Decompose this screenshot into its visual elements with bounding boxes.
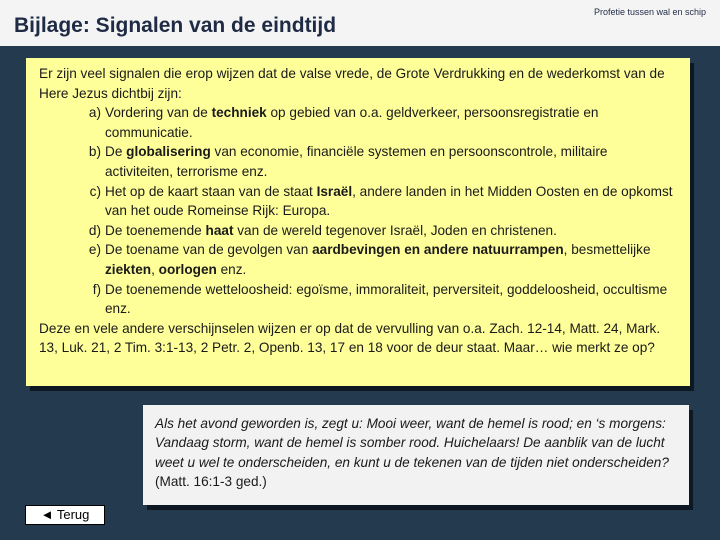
list-item [39, 240, 678, 279]
list-item [39, 142, 678, 181]
signals-panel [26, 58, 690, 386]
back-button[interactable] [25, 505, 105, 525]
list-item [39, 221, 678, 241]
page-title: Bijlage: Signalen van de eindtijd [14, 14, 337, 37]
list-item-label: c) [89, 183, 101, 199]
quote-text: Als het avond geworden is, zegt u: Mooi weer, want de hemel is rood; en ‘s morgens: Vandaag storm, want de hemel is somber rood. Huichelaars! De aanblik van de lucht weet u wel te onderscheiden, en kunt u de tekenen van de tijden niet onderscheiden? [155, 416, 669, 470]
list-item-label: d) [88, 222, 101, 238]
quote-reference: (Matt. 16:1-3 ged.) [155, 474, 267, 490]
list-item-text: De toename van de gevolgen van aardbevingen en andere natuurrampen, besmettelijke ziekten, oorlogen enz. [105, 242, 651, 277]
back-button-label: Terug [56, 507, 90, 522]
list-item-label: e) [88, 242, 101, 258]
list-item-label: b) [88, 144, 101, 160]
list-item-text: De toenemende haat van de wereld tegenover Israël, Joden en christenen. [105, 222, 557, 238]
bible-quote-box [143, 405, 689, 505]
back-arrow-icon: ◄ [40, 507, 54, 522]
presentation-subtitle: Profetie tussen wal en schip [593, 7, 706, 17]
list-item [39, 280, 678, 319]
list-item-label: a) [88, 105, 101, 121]
list-item-text: Het op de kaart staan van de staat Israël, andere landen in het Midden Oosten en de opkomst van het oude Romeinse Rijk: Europa. [105, 183, 673, 219]
list-item-text: Vordering van de techniek op gebied van o.a. geldverkeer, persoonsregistratie en communicatie. [105, 105, 599, 140]
outro-text: Deze en vele andere verschijnselen wijzen er op dat de vervulling van o.a. Zach. 12-14, Matt. 24, Mark. 13, Luk. 21, 2 Tim. 3:1-13, 2 Petr. 2, Openb. 13, 17 en 18 voor de deur staat. Maar… wie merkt ze op? [39, 320, 661, 356]
list-item-text: De toenemende wetteloosheid: egoïsme, immoraliteit, perversiteit, goddeloosheid, occultisme enz. [105, 281, 668, 317]
header-bar [0, 0, 720, 46]
intro-text: Er zijn veel signalen die erop wijzen dat de valse vrede, de Grote Verdrukking en de wederkomst van de Here Jezus dichtbij zijn: [39, 66, 665, 101]
list-item-label: f) [92, 281, 101, 297]
list-item [39, 103, 678, 142]
list-item [39, 182, 678, 221]
list-item-text: De globalisering van economie, financiële systemen en persoonscontrole, militaire activiteiten, terrorisme enz. [105, 144, 608, 179]
